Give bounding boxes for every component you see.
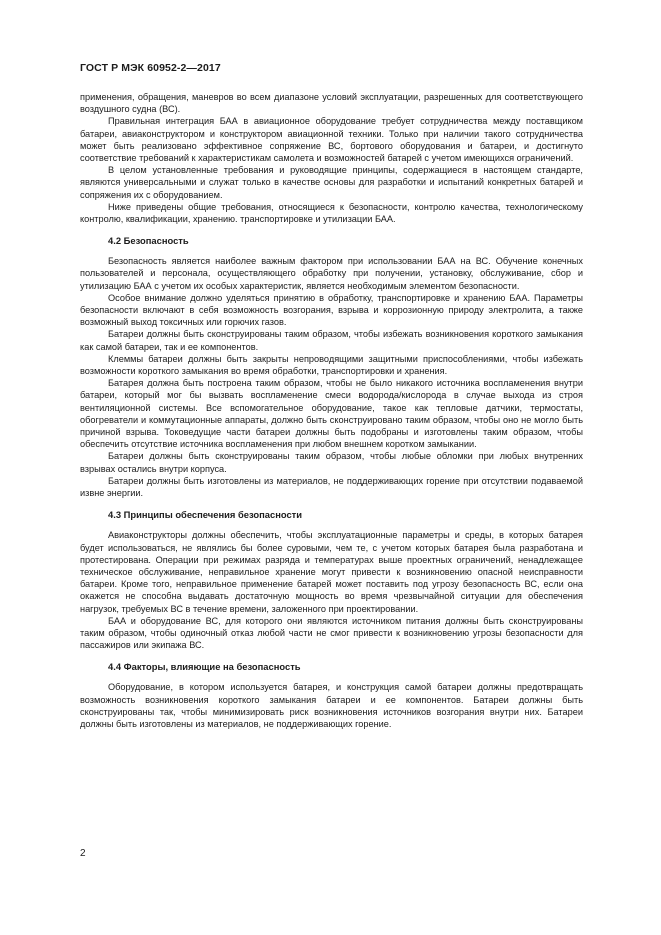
paragraph: БАА и оборудование ВС, для которого они являются источником питания должны быть сконструированы таким образом, чтобы одиночный отказ любой части не смог привести к возникновению угрозы безопасности для пассажиров или экипажа ВС.	[80, 615, 583, 651]
paragraph: Батареи должны быть сконструированы таким образом, чтобы любые обломки при любых внутренних взрывах остались внутри корпуса.	[80, 451, 583, 474]
section-heading-4-2: 4.2 Безопасность	[108, 235, 189, 247]
paragraph: Батареи должны быть изготовлены из материалов, не поддерживающих горение при отсутствии подаваемой извне энергии.	[80, 475, 583, 499]
section-heading-4-3: 4.3 Принципы обеспечения безопасности	[108, 509, 303, 521]
paragraph: В целом установленные требования и руководящие принципы, содержащиеся в настоящем стандарте, являются универсальными и служат только в качестве основы для разработки и испытаний конкретных батарей и сопряжения их с оборудованием.	[80, 165, 583, 200]
section-heading-4-4: 4.4 Факторы, влияющие на безопасность	[108, 661, 301, 673]
paragraph: Ниже приведены общие требования, относящиеся к безопасности, контролю качества, технологическому контролю, квалификации, хранению. транспортировке и утилизации БАА.	[80, 201, 583, 225]
paragraph: Батареи должны быть сконструированы таким образом, чтобы избежать возникновения короткого замыкания как самой батареи, так и ее компонентов.	[80, 329, 583, 352]
paragraph: Правильная интеграция БАА в авиационное оборудование требует сотрудничества между поставщиком батареи, авиаконструктором и конструктором авиационной техники. Только при наличии такого сотрудничества может быть реализовано эффективное сопряжение ВС, бортового оборудования и батареи, и достигнуто соответствие требований к характеристикам самолета и возможностей батарей с учетом имеющихся ограничений.	[80, 116, 583, 164]
paragraph: Батарея должна быть построена таким образом, чтобы не было никакого источника воспламенения внутри батареи, который мог бы вызвать воспламенение смеси водорода/кислорода в случае выхода из строя вентиляционной системы. Все вспомогательное оборудование, такое как тепловые датчики, термостаты, обогреватели и коммутационные аппараты, должно быть сконструировано таким образом, чтобы оно не могло быть причиной взрыва. Токоведущие части батареи должны быть подобраны и изготовлены таким образом, чтобы обеспечить отсутствие источника воспламенения при любом внешнем коротком замыкании.	[80, 378, 583, 450]
paragraph: Авиаконструкторы должны обеспечить, чтобы эксплуатационные параметры и среды, в которых батарея будет использоваться, не являлись бы более суровыми, чем те, с учетом которых батарея была разработана и протестирована. Операции при режимах разряда и температурах выше проектных ограничений, ненадлежащее техническое обслуживание, неправильное хранение могут привести к возникновению опасной неисправности батареи. Кроме того, неправильное применение батарей может поставить под угрозу безопасность ВС, если она окажется не способна выдавать достаточную мощность во время чрезвычайной ситуации для обеспечения нагрузок, требуемых ВС в течение времени, заложенного при проектировании.	[80, 530, 583, 614]
standard-header: ГОСТ Р МЭК 60952-2—2017	[80, 62, 221, 74]
document-body	[80, 91, 583, 730]
paragraph: Особое внимание должно уделяться принятию в обработку, транспортировке и хранению БАА. Параметры безопасности включают в себя возможность возгорания, взрыва и коррозионную природу электролита, а также возможный выход токсичных или горючих газов.	[80, 292, 583, 328]
page-number: 2	[80, 848, 86, 859]
paragraph: Оборудование, в котором используется батарея, и конструкция самой батареи должны предотвращать возможность возникновения короткого замыкания батареи и ее компонентов. Батареи должны быть сконструированы так, чтобы минимизировать риск возникновения источников возгорания внутри них. Батареи должны быть изготовлены из материалов, не поддерживающих горение.	[80, 682, 583, 729]
paragraph: применения, обращения, маневров во всем диапазоне условий эксплуатации, разрешенных для соответствующего воздушного судна (ВС).	[80, 92, 583, 115]
paragraph: Безопасность является наиболее важным фактором при использовании БАА на ВС. Обучение конечных пользователей и персонала, осуществляющего обработку при получении, установку, обслуживание, сбор и утилизацию БАА с учетом их особых характеристик, является необходимым элементом безопасности.	[80, 256, 583, 291]
paragraph: Клеммы батареи должны быть закрыты непроводящими защитными приспособлениями, чтобы избежать возможности короткого замыкания во время обработки, транспортировки и хранения.	[80, 353, 583, 377]
